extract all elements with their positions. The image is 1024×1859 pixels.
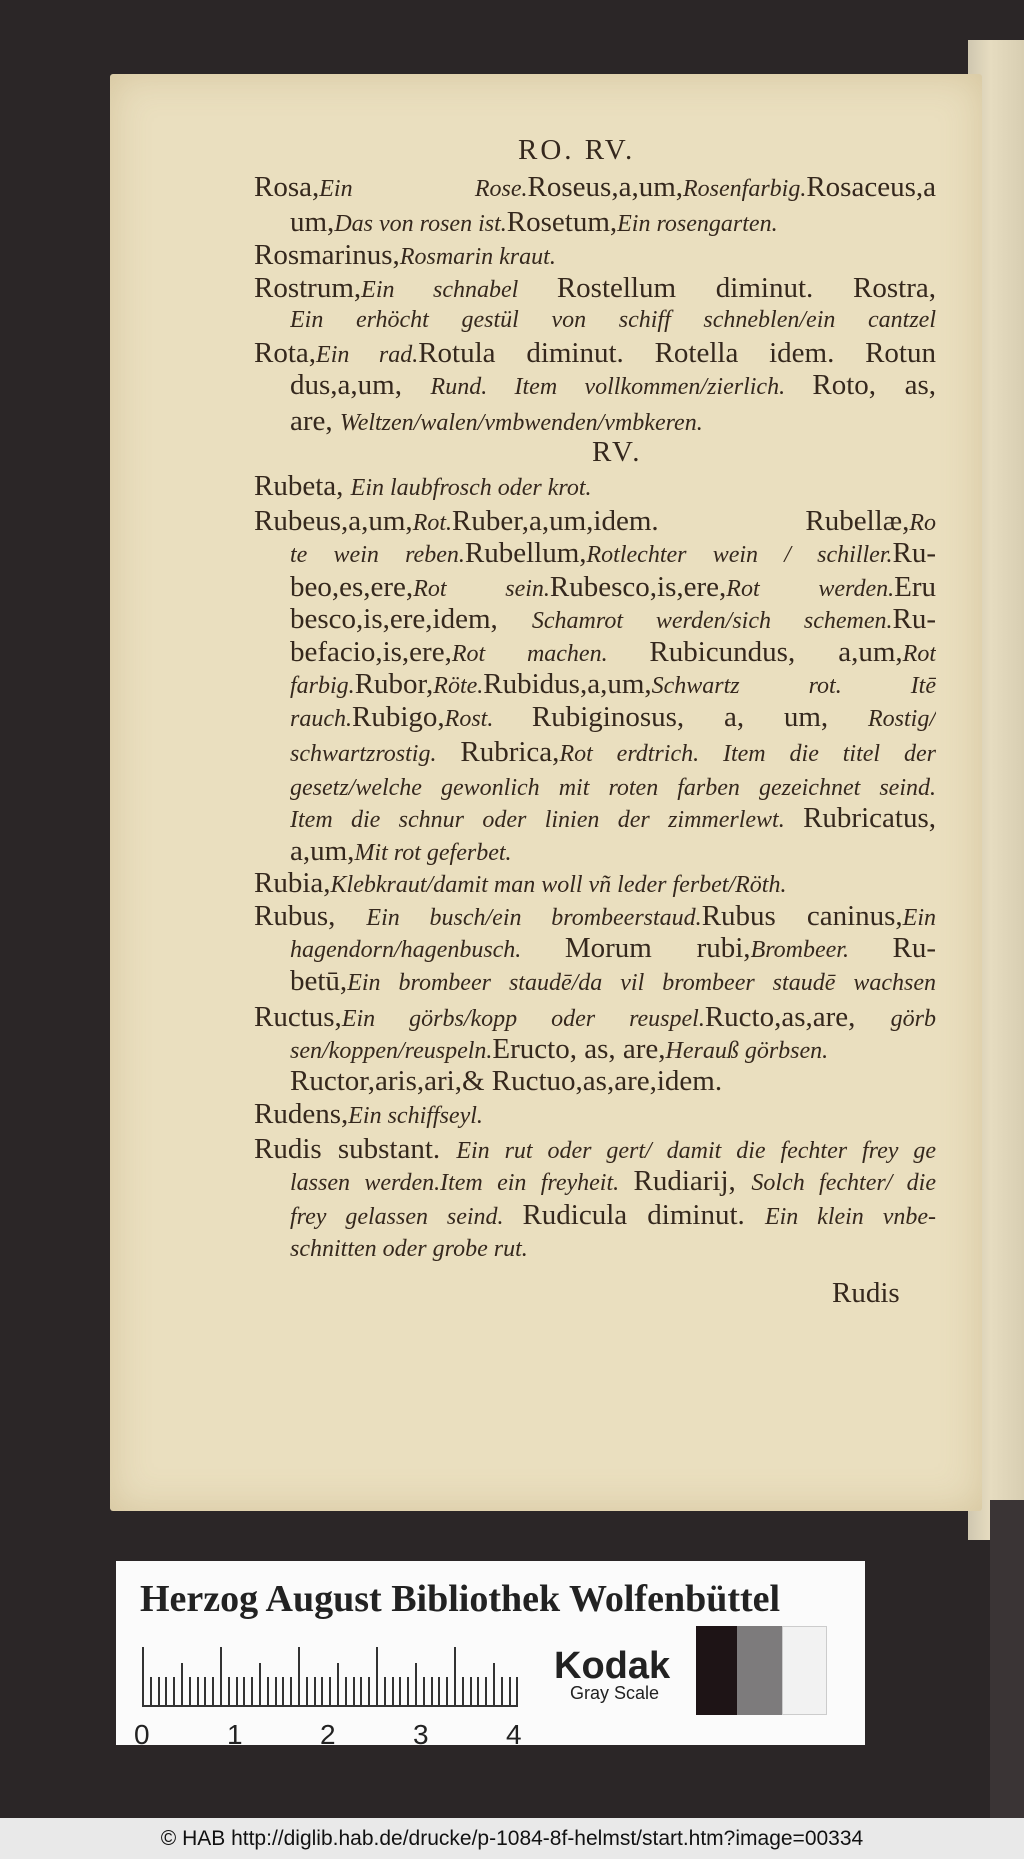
german-gloss: Ein	[902, 905, 936, 931]
copyright-footer: © HAB http://diglib.hab.de/drucke/p-1084-8f-helmst/start.htm?image=00334	[0, 1818, 1024, 1859]
text-line	[290, 963, 936, 999]
text-line	[254, 1096, 483, 1132]
text-line	[290, 1063, 722, 1099]
ruler-tick	[376, 1647, 378, 1705]
latin-term: Eru	[894, 571, 936, 603]
german-gloss: schnitten oder grobe rut.	[290, 1236, 528, 1262]
latin-term: Rosmarinus,	[254, 239, 400, 271]
gray-scale-label: Gray Scale	[570, 1683, 660, 1703]
ruler-tick	[423, 1677, 425, 1705]
german-gloss: Ein laubfrosch oder krot.	[350, 475, 592, 501]
ruler-tick	[306, 1677, 308, 1705]
german-gloss: Ein schnabel	[361, 277, 557, 303]
german-gloss: Rot	[902, 641, 936, 667]
ruler-tick	[470, 1677, 472, 1705]
latin-term: Rubicundus, a,um,	[649, 636, 903, 668]
text-line	[254, 468, 592, 504]
ruler-tick	[516, 1677, 518, 1705]
ruler-tick	[267, 1677, 269, 1705]
ruler-tick	[220, 1647, 222, 1705]
german-gloss: Röte.	[433, 673, 484, 699]
german-gloss: Rosmarin kraut.	[399, 244, 556, 270]
german-gloss: Brombeer.	[750, 937, 893, 963]
text-line	[290, 403, 703, 439]
german-gloss: Rotlechter wein / schiller.	[586, 542, 893, 568]
german-gloss: Schwartz rot. Itē	[651, 673, 936, 699]
latin-term: besco,is,ere,idem,	[290, 603, 532, 635]
text-line	[290, 300, 936, 336]
ruler-tick	[321, 1677, 323, 1705]
german-gloss: Rot machen.	[451, 641, 650, 667]
gray-patch-black	[696, 1626, 737, 1715]
text-line	[254, 237, 556, 273]
german-gloss: Ein erhöcht gestül von schiff schneblen/ein cantzel	[290, 307, 936, 333]
ruler-tick	[407, 1677, 409, 1705]
ruler-tick	[189, 1677, 191, 1705]
gray-patch-mid	[737, 1626, 782, 1715]
german-gloss: hagendorn/hagenbusch.	[290, 937, 565, 963]
latin-term: Rubia,	[254, 867, 331, 899]
ruler-tick	[368, 1677, 370, 1705]
latin-term: Rostellum diminut. Rostra,	[556, 272, 936, 304]
german-gloss: Ein rad.	[316, 342, 419, 368]
latin-term: Rubrica,	[460, 736, 560, 768]
gray-patch-white	[782, 1626, 827, 1715]
german-gloss: Rostig/	[867, 706, 936, 732]
german-gloss: Rosenfarbig.	[683, 176, 807, 202]
text-line	[290, 204, 778, 240]
text-line	[290, 930, 936, 966]
latin-term: Rubigo,	[352, 701, 445, 733]
ruler-tick	[485, 1677, 487, 1705]
ruler-tick	[477, 1677, 479, 1705]
german-gloss: Klebkraut/damit man woll vñ leder ferbet/Röth.	[330, 872, 787, 898]
latin-term: Rubesco,is,ere,	[549, 571, 727, 603]
ruler-tick	[236, 1677, 238, 1705]
german-gloss: Ein schiffseyl.	[348, 1103, 483, 1129]
text-line	[290, 634, 936, 670]
ruler-tick	[298, 1647, 300, 1705]
latin-term: Morum rubi,	[564, 932, 751, 964]
text-line	[290, 1031, 828, 1067]
german-gloss: Schamrot werden/sich schemen.	[531, 608, 893, 634]
ruler-tick	[165, 1677, 167, 1705]
latin-term: Ructus,	[254, 1001, 342, 1033]
ruler-tick	[243, 1677, 245, 1705]
ruler-tick	[345, 1677, 347, 1705]
catchword: Rudis	[832, 1277, 900, 1309]
german-gloss: Ein busch/ein brombeerstaud.	[366, 905, 702, 931]
latin-term: Ru-	[892, 537, 936, 569]
latin-term: beo,es,ere,	[290, 571, 414, 603]
section-heading: RV.	[592, 436, 643, 468]
ruler-tick	[454, 1647, 456, 1705]
german-gloss: Ein rut oder gert/ damit die fechter frey ge	[456, 1138, 936, 1164]
kodak-logo: Kodak	[554, 1645, 671, 1687]
ruler-tick	[493, 1663, 495, 1705]
latin-term: Rubellum,	[464, 537, 587, 569]
text-line	[290, 768, 936, 804]
german-gloss: Rot sein.	[413, 576, 550, 602]
german-gloss: Rost.	[444, 706, 532, 732]
latin-term: Ru-	[892, 603, 936, 635]
latin-term: Rosa,	[254, 171, 320, 203]
latin-term: Ructor,aris,ari,& Ructuo,as,are,idem.	[290, 1065, 723, 1097]
text-line	[290, 1229, 528, 1265]
german-gloss: Solch fechter/ die	[751, 1170, 936, 1196]
text-line	[290, 535, 936, 571]
latin-term: um,	[290, 206, 335, 238]
ruler-tick	[446, 1677, 448, 1705]
ruler-tick	[360, 1677, 362, 1705]
ruler-tick	[290, 1677, 292, 1705]
latin-term: Rota,	[254, 337, 317, 369]
ruler-tick	[150, 1677, 152, 1705]
text-line	[290, 833, 512, 869]
german-gloss: Ein brombeer staudē/da vil brombeer staudē wachsen	[347, 970, 936, 996]
text-line	[290, 800, 936, 836]
ruler-tick	[228, 1677, 230, 1705]
latin-term: Rubiginosus, a, um,	[531, 701, 868, 733]
ruler-tick	[173, 1677, 175, 1705]
text-line	[290, 367, 936, 403]
text-line	[290, 666, 936, 702]
german-gloss: Weltzen/walen/vmbwenden/vmbkeren.	[339, 410, 703, 436]
latin-term: Rubeta,	[254, 470, 351, 502]
ruler-tick	[251, 1677, 253, 1705]
text-line	[290, 734, 936, 770]
library-name: Herzog August Bibliothek Wolfenbüttel	[140, 1578, 781, 1620]
latin-term: Rosetum,	[506, 206, 618, 238]
german-gloss: Das von rosen ist.	[334, 211, 507, 237]
ruler-tick	[415, 1663, 417, 1705]
german-gloss: Item die schnur oder linien der zimmerlewt.	[290, 807, 804, 833]
latin-term: a,um,	[290, 835, 355, 867]
latin-term: Roto, as,	[812, 369, 936, 401]
ruler-tick	[337, 1663, 339, 1705]
text-line	[290, 1197, 936, 1233]
german-gloss: Mit rot geferbet.	[354, 840, 512, 866]
latin-term: Ru-	[892, 932, 936, 964]
latin-term: Roseus,a,um,	[527, 171, 684, 203]
ruler-tick	[158, 1677, 160, 1705]
ruler-tick	[509, 1677, 511, 1705]
text-line	[254, 503, 936, 539]
ruler-tick	[181, 1663, 183, 1705]
ruler-tick	[384, 1677, 386, 1705]
ruler-tick	[438, 1677, 440, 1705]
ruler-tick	[314, 1677, 316, 1705]
ruler-tick	[399, 1677, 401, 1705]
ruler-tick	[329, 1677, 331, 1705]
text-line	[290, 601, 936, 637]
german-gloss: Rund. Item vollkommen/zierlich.	[430, 374, 813, 400]
ruler-tick	[259, 1663, 261, 1705]
ruler-tick	[275, 1677, 277, 1705]
german-gloss: görb	[890, 1006, 936, 1032]
german-gloss: Ein rosengarten.	[617, 211, 778, 237]
ruler-tick	[392, 1677, 394, 1705]
ruler-label: 0	[134, 1719, 150, 1750]
german-gloss: Ein Rose.	[319, 176, 528, 202]
text-line	[290, 699, 936, 735]
ruler-tick	[197, 1677, 199, 1705]
text-line	[254, 169, 936, 205]
german-gloss: Ein klein vnbe-	[764, 1204, 936, 1230]
latin-term: Rubus caninus,	[701, 900, 903, 932]
latin-term: Rubricatus,	[803, 802, 936, 834]
latin-term: Rubeus,a,um,	[254, 505, 413, 537]
latin-term: Rubidus,a,um,	[483, 668, 652, 700]
latin-term: Rubus,	[254, 900, 367, 932]
german-gloss: Rot werden.	[726, 576, 895, 602]
ruler-label: 3	[413, 1719, 429, 1750]
latin-term: Rubor,	[354, 668, 434, 700]
ruler-tick	[142, 1647, 144, 1705]
latin-term: Rotula diminut. Rotella idem. Rotun	[418, 337, 936, 369]
german-gloss: Herauß görbsen.	[665, 1038, 829, 1064]
text-line	[254, 335, 936, 371]
ruler-tick	[204, 1677, 206, 1705]
german-gloss: Ein görbs/kopp oder reuspel.	[341, 1006, 705, 1032]
german-gloss: Rot.	[412, 510, 453, 536]
latin-term: Rosaceus,a	[806, 171, 936, 203]
latin-term: Rudiarij,	[633, 1165, 752, 1197]
color-calibration-card	[116, 1561, 865, 1750]
running-head: RO. RV.	[518, 134, 636, 166]
latin-term: Rudicula diminut.	[522, 1199, 765, 1231]
ruler-tick	[462, 1677, 464, 1705]
german-gloss: te wein reben.	[290, 542, 465, 568]
text-line	[290, 569, 936, 605]
german-gloss: sen/koppen/reuspeln.	[290, 1038, 493, 1064]
ruler-tick	[212, 1677, 214, 1705]
latin-term: Eructo, as, are,	[492, 1033, 666, 1065]
german-gloss: farbig.	[290, 673, 355, 699]
german-gloss: lassen werden.Item ein freyheit.	[290, 1170, 634, 1196]
latin-term: Rudis substant.	[254, 1133, 457, 1165]
text-line	[290, 1163, 936, 1199]
latin-term: Ruber,a,um,idem. Rubellæ,	[452, 505, 910, 537]
ruler-label: 1	[227, 1719, 243, 1750]
ruler-tick	[282, 1677, 284, 1705]
latin-term: Rostrum,	[254, 272, 362, 304]
latin-term: are,	[290, 405, 340, 437]
text-line	[254, 999, 936, 1035]
text-line	[254, 865, 786, 901]
german-gloss: rauch.	[290, 706, 352, 732]
ruler-label: 4	[506, 1719, 522, 1750]
german-gloss: schwartzrostig.	[290, 741, 461, 767]
german-gloss: frey gelassen seind.	[290, 1204, 523, 1230]
latin-term: dus,a,um,	[290, 369, 431, 401]
ruler-tick	[353, 1677, 355, 1705]
latin-term: betū,	[290, 965, 348, 997]
background-shadow	[990, 1500, 1024, 1820]
german-gloss: Ro	[909, 510, 936, 536]
latin-term: befacio,is,ere,	[290, 636, 452, 668]
german-gloss: Rot erdtrich. Item die titel der	[559, 741, 936, 767]
measurement-ruler	[142, 1647, 518, 1707]
latin-term: Ructo,as,are,	[704, 1001, 891, 1033]
latin-term: Rudens,	[254, 1098, 349, 1130]
ruler-tick	[501, 1677, 503, 1705]
ruler-tick	[431, 1677, 433, 1705]
ruler-label: 2	[320, 1719, 336, 1750]
german-gloss: gesetz/welche gewonlich mit roten farben gezeichnet seind.	[290, 775, 936, 801]
text-line	[254, 1131, 936, 1167]
text-line	[254, 898, 936, 934]
